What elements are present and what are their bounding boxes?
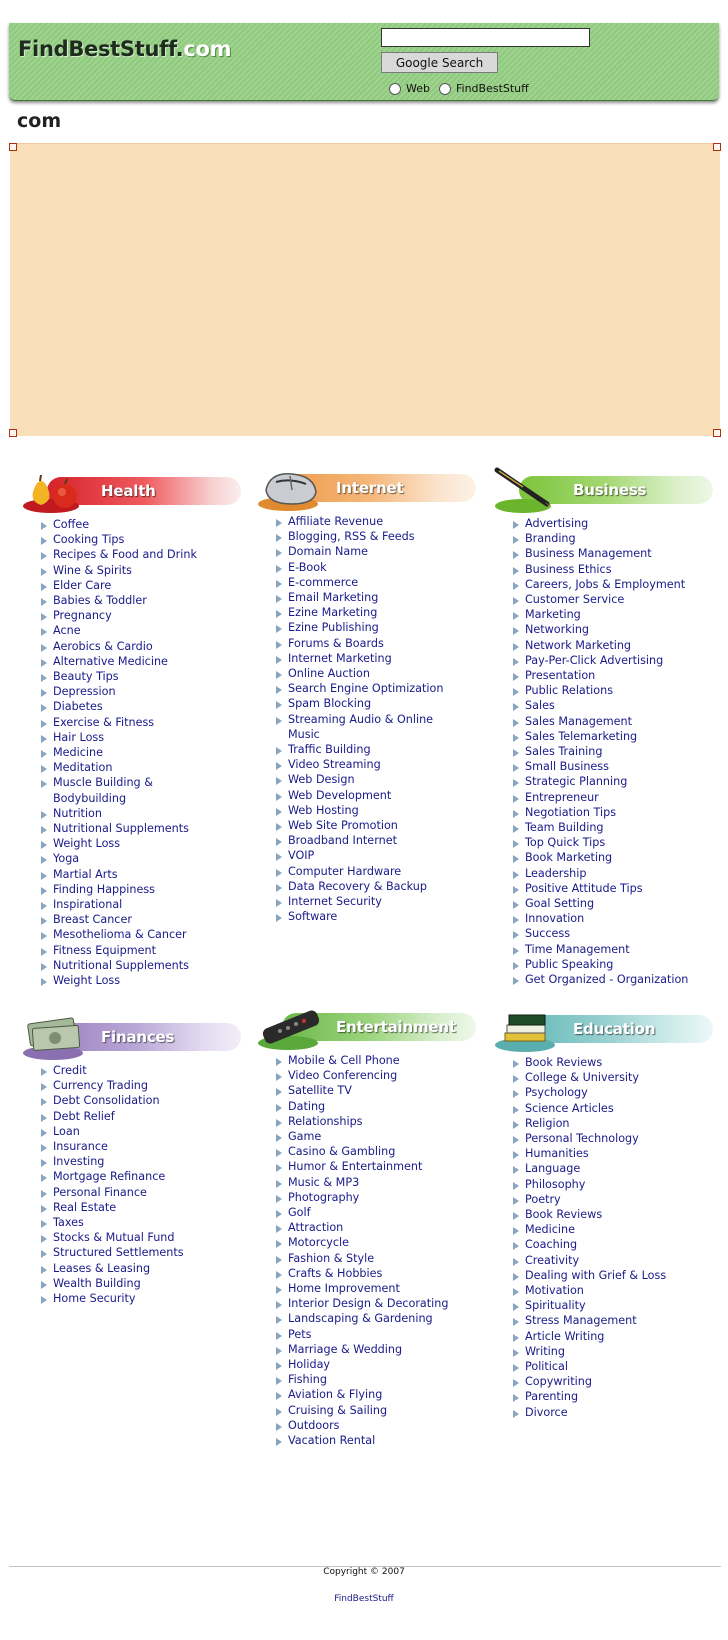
radio-web[interactable] xyxy=(389,83,401,95)
fruit-icon xyxy=(21,467,101,517)
category-link[interactable]: Network Marketing xyxy=(513,638,713,653)
category-link[interactable]: Online Auction xyxy=(276,666,476,681)
category-link[interactable]: Diabetes xyxy=(41,699,241,714)
category-link[interactable]: Entrepreneur xyxy=(513,790,713,805)
category-link[interactable]: Debt Relief xyxy=(41,1109,241,1124)
category-link[interactable]: Ezine Publishing xyxy=(276,620,476,635)
category-link[interactable]: Political xyxy=(513,1359,713,1374)
radio-site-label: FindBestStuff xyxy=(455,82,529,95)
category-link[interactable]: Marriage & Wedding xyxy=(276,1342,476,1357)
category-link[interactable]: Music & MP3 xyxy=(276,1175,476,1190)
category-link[interactable]: Humor & Entertainment xyxy=(276,1159,476,1174)
category-link[interactable]: Exercise & Fitness xyxy=(41,715,241,730)
category-link[interactable]: Mortgage Refinance xyxy=(41,1169,241,1184)
category-link[interactable]: Language xyxy=(513,1161,713,1176)
category-link[interactable]: Science Articles xyxy=(513,1101,713,1116)
category-link[interactable]: Copywriting xyxy=(513,1374,713,1389)
category-link[interactable]: Business Management xyxy=(513,546,713,561)
radio-site[interactable] xyxy=(439,83,451,95)
category-link[interactable]: Web Hosting xyxy=(276,803,476,818)
category-link[interactable]: Sales xyxy=(513,698,713,713)
category-link[interactable]: Acne xyxy=(41,623,241,638)
category-link[interactable]: Marketing xyxy=(513,607,713,622)
category-link[interactable]: Casino & Gambling xyxy=(276,1144,476,1159)
category-title: Finances xyxy=(101,1028,175,1046)
category-link[interactable]: Business Ethics xyxy=(513,562,713,577)
category-link[interactable]: Cruising & Sailing xyxy=(276,1403,476,1418)
category-link[interactable]: Aviation & Flying xyxy=(276,1387,476,1402)
domain-title: com xyxy=(17,110,62,132)
category-banner[interactable] xyxy=(256,464,476,514)
category-link[interactable]: Stress Management xyxy=(513,1313,713,1328)
category-link[interactable]: Crafts & Hobbies xyxy=(276,1266,476,1281)
category-title: Health xyxy=(101,482,156,500)
category-link[interactable]: Video Streaming xyxy=(276,757,476,772)
category-link[interactable]: Ezine Marketing xyxy=(276,605,476,620)
category-link[interactable]: Email Marketing xyxy=(276,590,476,605)
category-link[interactable]: Parenting xyxy=(513,1389,713,1404)
category-link[interactable]: Babies & Toddler xyxy=(41,593,241,608)
category-link[interactable]: Motivation xyxy=(513,1283,713,1298)
category-link[interactable]: Book Marketing xyxy=(513,850,713,865)
category-health xyxy=(21,467,241,988)
category-link[interactable]: Nutritional Supplements xyxy=(41,958,241,973)
books-icon xyxy=(493,1005,573,1055)
category-link[interactable]: Investing xyxy=(41,1154,241,1169)
category-link[interactable]: Muscle Building & Bodybuilding xyxy=(41,775,223,805)
category-link[interactable]: Weight Loss xyxy=(41,836,241,851)
category-link[interactable]: E-commerce xyxy=(276,575,476,590)
category-link[interactable]: College & University xyxy=(513,1070,713,1085)
category-link[interactable]: Finding Happiness xyxy=(41,882,241,897)
resize-handle-top-left[interactable] xyxy=(9,143,17,151)
category-link[interactable]: Positive Attitude Tips xyxy=(513,881,713,896)
category-link[interactable]: Web Site Promotion xyxy=(276,818,476,833)
category-link[interactable]: Wine & Spirits xyxy=(41,563,241,578)
search-scope-radios xyxy=(389,82,538,95)
category-link[interactable]: Structured Settlements xyxy=(41,1245,241,1260)
category-link[interactable]: Advertising xyxy=(513,516,713,531)
category-link[interactable]: Dealing with Grief & Loss xyxy=(513,1268,713,1283)
category-education xyxy=(493,1005,713,1420)
category-link[interactable]: Customer Service xyxy=(513,592,713,607)
category-link[interactable]: Pay-Per-Click Advertising xyxy=(513,653,713,668)
category-link[interactable]: Yoga xyxy=(41,851,241,866)
category-link[interactable]: Outdoors xyxy=(276,1418,476,1433)
category-link[interactable]: Depression xyxy=(41,684,241,699)
category-link[interactable]: Pregnancy xyxy=(41,608,241,623)
category-link[interactable]: Nutrition xyxy=(41,806,241,821)
category-link[interactable]: VOIP xyxy=(276,848,476,863)
category-link[interactable]: Broadband Internet xyxy=(276,833,476,848)
category-link[interactable]: Golf xyxy=(276,1205,476,1220)
category-link[interactable]: Internet Security xyxy=(276,894,476,909)
category-link[interactable]: Motorcycle xyxy=(276,1235,476,1250)
category-link[interactable]: Loan xyxy=(41,1124,241,1139)
category-link[interactable]: Success xyxy=(513,926,713,941)
category-banner[interactable] xyxy=(21,1013,241,1063)
radio-web-label: Web xyxy=(406,82,430,95)
category-link[interactable]: Domain Name xyxy=(276,544,476,559)
category-link[interactable]: Taxes xyxy=(41,1215,241,1230)
category-title: Internet xyxy=(336,479,404,497)
category-link[interactable]: Medicine xyxy=(513,1222,713,1237)
category-link[interactable]: Personal Technology xyxy=(513,1131,713,1146)
category-link[interactable]: Aerobics & Cardio xyxy=(41,639,241,654)
category-link[interactable]: Fishing xyxy=(276,1372,476,1387)
category-finances xyxy=(21,1013,241,1306)
category-link[interactable]: Creativity xyxy=(513,1253,713,1268)
category-link[interactable]: Humanities xyxy=(513,1146,713,1161)
category-link[interactable]: Writing xyxy=(513,1344,713,1359)
category-link[interactable]: Fashion & Style xyxy=(276,1251,476,1266)
category-link[interactable]: Poetry xyxy=(513,1192,713,1207)
category-link[interactable]: Nutritional Supplements xyxy=(41,821,241,836)
category-link-list xyxy=(256,1053,476,1448)
category-link[interactable]: Affiliate Revenue xyxy=(276,514,476,529)
category-link[interactable]: E-Book xyxy=(276,560,476,575)
category-link[interactable]: Sales Management xyxy=(513,714,713,729)
category-link[interactable]: Leadership xyxy=(513,866,713,881)
category-link[interactable]: Computer Hardware xyxy=(276,864,476,879)
category-link[interactable]: Home Improvement xyxy=(276,1281,476,1296)
category-link[interactable]: Wealth Building xyxy=(41,1276,241,1291)
category-title: Education xyxy=(573,1020,656,1038)
category-link[interactable]: Divorce xyxy=(513,1405,713,1420)
category-link[interactable]: Spam Blocking xyxy=(276,696,476,711)
category-link[interactable]: Vacation Rental xyxy=(276,1433,476,1448)
category-link[interactable]: Streaming Audio & Online Music xyxy=(276,712,458,742)
category-link[interactable]: Meditation xyxy=(41,760,241,775)
category-banner[interactable] xyxy=(493,1005,713,1055)
site-header xyxy=(9,23,719,101)
category-link[interactable]: Psychology xyxy=(513,1085,713,1100)
category-business xyxy=(493,466,713,987)
category-link[interactable]: Goal Setting xyxy=(513,896,713,911)
category-link[interactable]: Blogging, RSS & Feeds xyxy=(276,529,476,544)
ad-slot xyxy=(10,143,720,436)
category-link[interactable]: Relationships xyxy=(276,1114,476,1129)
category-link[interactable]: Medicine xyxy=(41,745,241,760)
category-link[interactable]: Get Organized - Organization xyxy=(513,972,713,987)
category-link[interactable]: Traffic Building xyxy=(276,742,476,757)
category-link[interactable]: Video Conferencing xyxy=(276,1068,476,1083)
category-link[interactable]: Weight Loss xyxy=(41,973,241,988)
category-banner[interactable] xyxy=(493,466,713,516)
category-link[interactable]: Careers, Jobs & Employment xyxy=(513,577,713,592)
category-banner[interactable] xyxy=(256,1003,476,1053)
category-link[interactable]: Sales Telemarketing xyxy=(513,729,713,744)
category-link[interactable]: Forums & Boards xyxy=(276,636,476,651)
category-link[interactable]: Mesothelioma & Cancer xyxy=(41,927,241,942)
category-link[interactable]: Insurance xyxy=(41,1139,241,1154)
category-link[interactable]: Mobile & Cell Phone xyxy=(276,1053,476,1068)
category-link[interactable]: Web Development xyxy=(276,788,476,803)
category-link[interactable]: Sales Training xyxy=(513,744,713,759)
category-link[interactable]: Photography xyxy=(276,1190,476,1205)
category-link[interactable]: Landscaping & Gardening xyxy=(276,1311,476,1326)
logo-suffix-text: com xyxy=(183,37,232,61)
category-link[interactable]: Coffee xyxy=(41,517,241,532)
category-link[interactable]: Internet Marketing xyxy=(276,651,476,666)
logo-main-text: FindBestStuff. xyxy=(18,37,184,61)
category-link[interactable]: Beauty Tips xyxy=(41,669,241,684)
money-icon xyxy=(21,1013,101,1063)
category-link[interactable]: Inspirational xyxy=(41,897,241,912)
copyright-text: Copyright © 2007 xyxy=(323,1567,405,1577)
category-link-list xyxy=(493,1055,713,1420)
mouse-icon xyxy=(256,464,336,514)
category-link[interactable]: Satellite TV xyxy=(276,1083,476,1098)
category-link[interactable]: Software xyxy=(276,909,476,924)
category-link[interactable]: Holiday xyxy=(276,1357,476,1372)
category-link[interactable]: Attraction xyxy=(276,1220,476,1235)
category-link-list xyxy=(21,517,241,988)
category-link[interactable]: Networking xyxy=(513,622,713,637)
category-link[interactable]: Pets xyxy=(276,1327,476,1342)
category-link[interactable]: Dating xyxy=(276,1099,476,1114)
category-link[interactable]: Negotiation Tips xyxy=(513,805,713,820)
category-link[interactable]: Religion xyxy=(513,1116,713,1131)
category-link[interactable]: Philosophy xyxy=(513,1177,713,1192)
site-logo[interactable] xyxy=(18,37,231,61)
category-link[interactable]: Time Management xyxy=(513,942,713,957)
category-link[interactable]: Real Estate xyxy=(41,1200,241,1215)
category-link[interactable]: Home Security xyxy=(41,1291,241,1306)
category-link-list xyxy=(256,514,476,924)
category-link[interactable]: Presentation xyxy=(513,668,713,683)
category-link[interactable]: Credit xyxy=(41,1063,241,1078)
footer-link[interactable]: FindBestStuff xyxy=(334,1594,394,1604)
category-link[interactable]: Book Reviews xyxy=(513,1207,713,1222)
category-link[interactable]: Alternative Medicine xyxy=(41,654,241,669)
category-link[interactable]: Public Speaking xyxy=(513,957,713,972)
category-title: Entertainment xyxy=(336,1018,456,1036)
category-link[interactable]: Web Design xyxy=(276,772,476,787)
category-link[interactable]: Public Relations xyxy=(513,683,713,698)
category-link[interactable]: Elder Care xyxy=(41,578,241,593)
category-link[interactable]: Stocks & Mutual Fund xyxy=(41,1230,241,1245)
category-link[interactable]: Martial Arts xyxy=(41,867,241,882)
category-link[interactable]: Search Engine Optimization xyxy=(276,681,476,696)
category-link[interactable]: Book Reviews xyxy=(513,1055,713,1070)
category-link[interactable]: Spirituality xyxy=(513,1298,713,1313)
category-link[interactable]: Coaching xyxy=(513,1237,713,1252)
category-link[interactable]: Personal Finance xyxy=(41,1185,241,1200)
category-link[interactable]: Game xyxy=(276,1129,476,1144)
category-link[interactable]: Top Quick Tips xyxy=(513,835,713,850)
category-banner[interactable] xyxy=(21,467,241,517)
category-link[interactable]: Strategic Planning xyxy=(513,774,713,789)
pen-icon xyxy=(493,466,573,516)
category-title: Business xyxy=(573,481,647,499)
category-link[interactable]: Currency Trading xyxy=(41,1078,241,1093)
category-link[interactable]: Recipes & Food and Drink xyxy=(41,547,241,562)
category-link[interactable]: Breast Cancer xyxy=(41,912,241,927)
category-link[interactable]: Data Recovery & Backup xyxy=(276,879,476,894)
remote-control-icon xyxy=(256,1003,336,1053)
category-link[interactable]: Cooking Tips xyxy=(41,532,241,547)
resize-handle-top-right[interactable] xyxy=(713,143,721,151)
category-link[interactable]: Fitness Equipment xyxy=(41,943,241,958)
category-link[interactable]: Team Building xyxy=(513,820,713,835)
category-link[interactable]: Hair Loss xyxy=(41,730,241,745)
google-search-button[interactable]: Google Search xyxy=(381,52,498,73)
category-link[interactable]: Branding xyxy=(513,531,713,546)
category-link-list xyxy=(21,1063,241,1306)
resize-handle-bottom-right[interactable] xyxy=(713,429,721,437)
category-link[interactable]: Leases & Leasing xyxy=(41,1261,241,1276)
category-internet xyxy=(256,464,476,924)
category-link-list xyxy=(493,516,713,987)
category-entertainment xyxy=(256,1003,476,1448)
category-link[interactable]: Debt Consolidation xyxy=(41,1093,241,1108)
resize-handle-bottom-left[interactable] xyxy=(9,429,17,437)
search-input[interactable] xyxy=(381,28,590,47)
category-link[interactable]: Innovation xyxy=(513,911,713,926)
category-link[interactable]: Article Writing xyxy=(513,1329,713,1344)
category-link[interactable]: Interior Design & Decorating xyxy=(276,1296,476,1311)
category-link[interactable]: Small Business xyxy=(513,759,713,774)
